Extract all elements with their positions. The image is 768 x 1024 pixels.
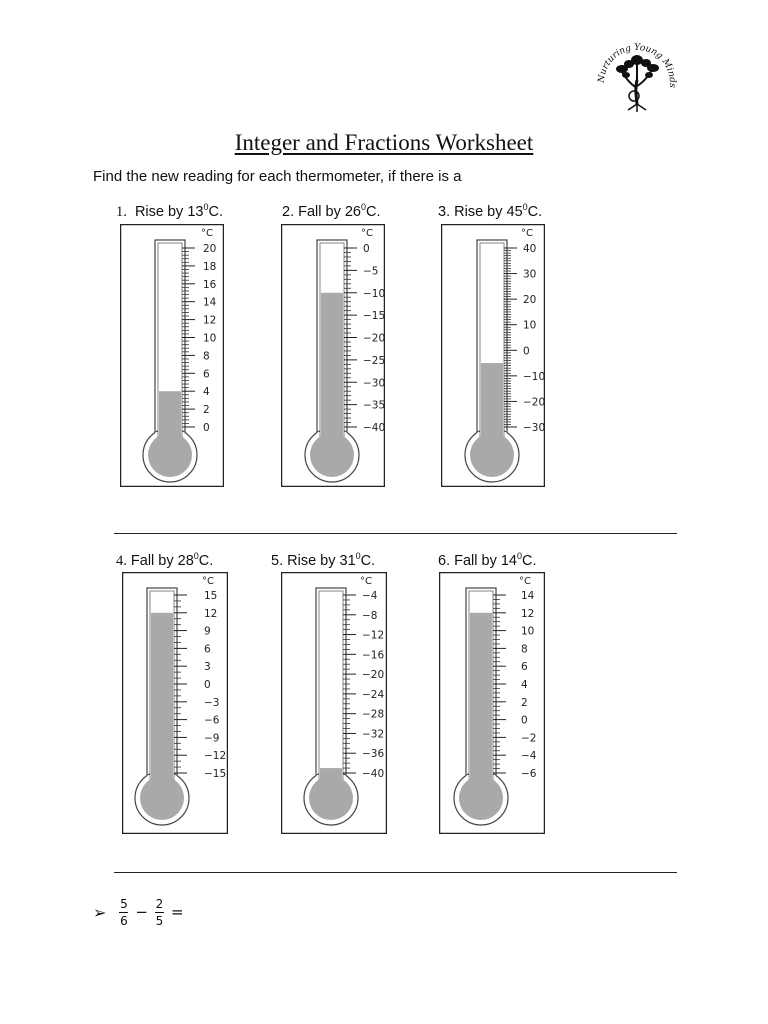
tick-label: 10	[523, 319, 537, 332]
fraction-2-5: $\frac{2}{5}$	[155, 896, 164, 928]
question-4-label: 4. Fall by $28^0C$.	[116, 551, 214, 569]
fraction-expression	[93, 892, 188, 932]
thermometer-6	[439, 572, 545, 834]
unit-label: °C	[519, 576, 531, 587]
arrow-bullet-icon: ➢	[93, 902, 107, 922]
worksheet-title: Integer and Fractions Worksheet	[234, 130, 534, 155]
tick-label: −4	[362, 590, 378, 602]
tick-label: 8	[203, 350, 210, 363]
section-divider	[114, 872, 677, 873]
tick-label: −12	[362, 629, 385, 642]
mercury-bulb	[148, 433, 192, 477]
tick-label: −36	[362, 748, 385, 761]
tick-label: 12	[203, 314, 217, 327]
mercury-bulb	[310, 433, 354, 477]
mercury-bulb	[470, 433, 514, 477]
tick-label: −24	[362, 688, 385, 701]
mercury-bulb	[309, 776, 353, 820]
tick-label: 16	[203, 278, 217, 291]
tick-label: 9	[204, 625, 211, 638]
question-6-label: 6. Fall by $14^0C$.	[438, 551, 537, 569]
section-divider	[114, 533, 677, 534]
tick-label: 3	[204, 661, 211, 674]
tick-label: −10	[363, 287, 385, 300]
tick-label: −40	[363, 422, 385, 434]
tick-label: −5	[363, 265, 379, 278]
unit-label: °C	[360, 576, 372, 587]
thermometer-2	[281, 224, 385, 487]
tick-label: −30	[523, 422, 545, 434]
question-2-label: 2. Fall by $26^0C$.	[282, 202, 381, 220]
tick-label: 6	[521, 661, 528, 674]
tick-label: −8	[362, 609, 378, 622]
tick-label: 15	[204, 590, 218, 602]
tick-label: −20	[362, 669, 385, 682]
tick-label: 14	[521, 590, 535, 602]
question-5-label: 5. Rise by $31^0C$.	[271, 551, 376, 569]
question-1-label: 1. Rise by $13^0C$.	[116, 202, 223, 220]
tick-label: −15	[363, 310, 385, 323]
tick-label: 18	[203, 260, 217, 273]
mercury-level	[321, 293, 343, 455]
unit-label: °C	[361, 228, 373, 239]
tick-label: 0	[363, 243, 370, 255]
tick-label: 4	[521, 679, 528, 691]
thermometer-4	[122, 572, 228, 834]
fraction-5-6: $\frac{5}{6}$	[120, 896, 128, 928]
question-3-label: 3. Rise by $45^0C$.	[438, 202, 543, 220]
tick-label: −25	[363, 354, 385, 367]
thermometer-3	[441, 224, 545, 487]
tick-label: 0	[521, 714, 528, 727]
tick-label: −15	[204, 768, 227, 780]
tick-label: 0	[204, 679, 211, 691]
tick-label: −28	[362, 708, 385, 721]
tick-label: 10	[203, 332, 217, 345]
tick-label: 12	[521, 607, 535, 620]
tick-label: −2	[521, 732, 537, 745]
tick-label: −4	[521, 750, 537, 763]
mercury-level	[151, 613, 173, 798]
tick-label: 12	[204, 607, 218, 620]
tick-label: −12	[204, 750, 227, 763]
tick-label: 0	[523, 345, 530, 358]
instruction-text: Find the new reading for each thermometer, if there is a	[93, 168, 462, 185]
tick-label: 30	[523, 268, 537, 281]
mercury-bulb	[140, 776, 184, 820]
tick-label: −16	[362, 649, 385, 662]
tick-label: 10	[521, 625, 535, 638]
tick-label: 6	[204, 643, 211, 656]
tick-label: 14	[203, 296, 217, 309]
tick-label: 40	[523, 243, 537, 255]
thermometer-1	[120, 224, 224, 487]
tick-label: −32	[362, 728, 385, 741]
tick-label: 2	[203, 404, 210, 417]
unit-label: °C	[521, 228, 533, 239]
unit-label: °C	[202, 576, 214, 587]
tick-label: −6	[204, 714, 220, 727]
tick-label: −20	[523, 396, 545, 409]
tick-label: 2	[521, 696, 528, 709]
tick-label: 0	[203, 422, 210, 434]
tick-label: 20	[523, 294, 537, 307]
unit-label: °C	[201, 228, 213, 239]
mercury-level	[470, 613, 492, 798]
tick-label: −35	[363, 399, 385, 412]
tick-label: −10	[523, 370, 545, 383]
minus-operator: −	[135, 903, 148, 921]
tick-label: −40	[362, 768, 385, 780]
tick-label: 8	[521, 643, 528, 656]
thermometer-5	[281, 572, 387, 834]
tick-label: 6	[203, 368, 210, 381]
tick-label: −20	[363, 332, 385, 345]
tick-label: −3	[204, 696, 220, 709]
tick-label: −9	[204, 732, 220, 745]
mercury-bulb	[459, 776, 503, 820]
tick-label: 4	[203, 386, 210, 399]
tick-label: −6	[521, 768, 537, 780]
tick-label: 20	[203, 243, 217, 255]
logo-text: Nurturing Young Minds	[596, 42, 678, 89]
equals-sign: =	[170, 903, 184, 921]
tree-logo-icon	[596, 42, 678, 124]
tick-label: −30	[363, 377, 385, 390]
